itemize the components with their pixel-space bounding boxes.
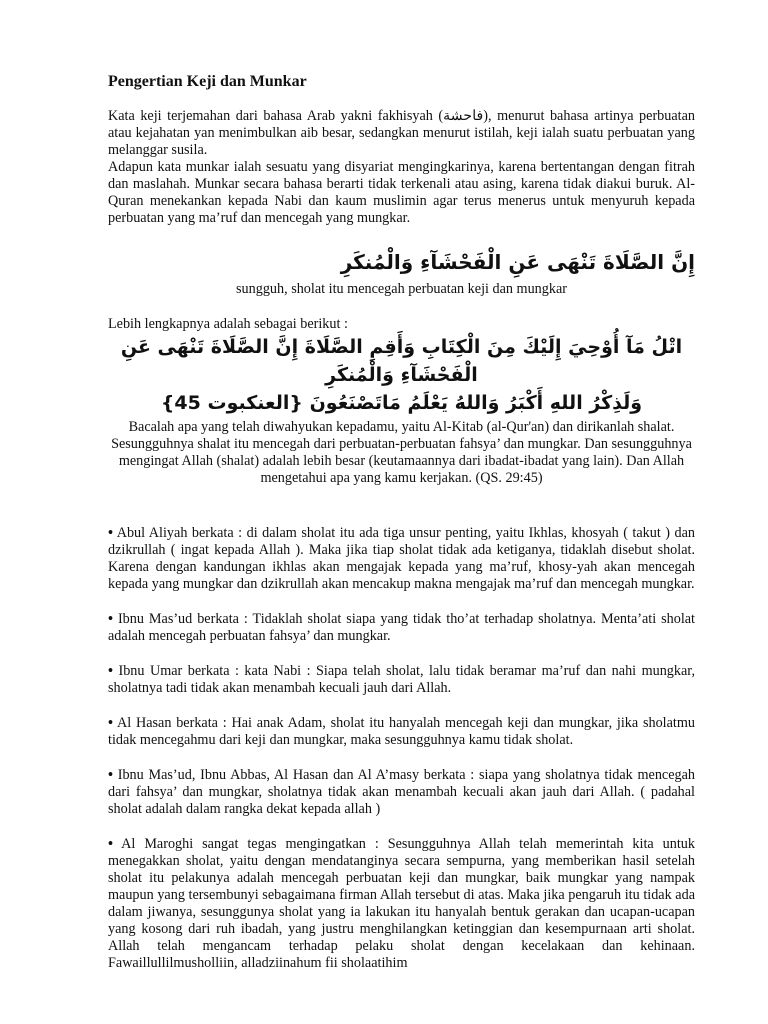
arabic-verse-short: إِنَّ الصَّلَاةَ تَنْهَى عَنِ الْفَحْشَآءِ وَالْمُنكَرِ [340, 250, 695, 274]
arabic-verse-long-line1: اتْلُ مَآ أُوْحِيَ إِلَيْكَ مِنَ الْكِتَابِ وَأَقِمِ الصَّلَاةَ إِنَّ الصَّلَاةَ تَنْهَى عَنِ الْفَحْشَآءِ وَالْمُنكَرِ [120, 336, 683, 386]
bullet-icon: • [108, 836, 113, 852]
arabic-verse-long-line2: وَلَذِكْرُ اللهِ أَكْبَرُ وَاللهُ يَعْلَمُ مَاتَصْنَعُونَ {العنكبوت 45} [160, 392, 643, 414]
bullet-icon: • [108, 611, 113, 627]
list-item [108, 663, 695, 697]
bullet-icon: • [108, 525, 113, 541]
list-item-text: Ibnu Mas’ud berkata : Tidaklah sholat siapa yang tidak tho’at terhadap sholatnya. Menta’ati sholat adalah mencegah perbuatan fahsya’ dan mungkar. [108, 611, 696, 644]
list-item [108, 836, 695, 972]
verse-translation-short: sungguh, sholat itu mencegah perbuatan keji dan mungkar [236, 281, 567, 297]
list-item-text: Ibnu Umar berkata : kata Nabi : Siapa telah sholat, lalu tidak beramar ma’ruf dan nahi mungkar, sholatnya tadi tidak akan menambah kecuali jauh dari Allah. [108, 663, 695, 696]
list-item [108, 767, 695, 818]
list-item [108, 715, 695, 749]
bullet-icon: • [108, 767, 113, 783]
list-item-text: Al Hasan berkata : Hai anak Adam, sholat itu hanyalah mencegah keji dan mungkar, jika sholatmu tidak mencegahmu dari keji dan mungkar, maka sesungguhnya kamu tidak sholat. [108, 715, 695, 748]
list-item-text: Ibnu Mas’ud, Ibnu Abbas, Al Hasan dan Al A’masy berkata : siapa yang sholatnya tidak mencegah dari fahsya’ dan mungkar, sholatnya tidak akan menambah kecuali akan jauh dari Allah. ( padahal sholat adalah dalam rangka dekat kepada allah ) [108, 767, 696, 817]
bullet-list [108, 525, 695, 972]
bullet-icon: • [108, 663, 113, 679]
paragraph-definition-keji: Kata keji terjemahan dari bahasa Arab yakni fakhisyah (فاحشة), menurut bahasa artinya perbuatan atau kejahatan yan menimbulkan aib besar, sedangkan menurut istilah, keji ialah suatu perbuatan yang melanggar susila. [108, 108, 695, 158]
intro-label: Lebih lengkapnya adalah sebagai berikut : [108, 316, 348, 332]
paragraph-definition-munkar: Adapun kata munkar ialah sesuatu yang disyariat mengingkarinya, karena bertentangan dengan fitrah dan maslahah. Munkar secara bahasa berarti tidak terkenali atau asing, karena tidak diakui buruk. Al-Quran menekankan kepada Nabi dan kaum muslimin agar terus menerus untuk menyuruh kepada perbuatan yang ma’ruf dan mencegah yang mungkar. [108, 159, 695, 226]
page-title: Pengertian Keji dan Munkar [108, 73, 307, 90]
document-body [108, 72, 695, 990]
list-item [108, 611, 695, 645]
verse-translation-long: Bacalah apa yang telah diwahyukan kepadamu, yaitu Al-Kitab (al-Qur'an) dan dirikanlah shalat. Sesungguhnya shalat itu mencegah dari perbuatan-perbuatan fahsya’ dan mungkar. Dan sesungguhnya mengingat Allah (shalat) adalah lebih besar (keutamaannya dari ibadat-ibadat yang lain). Dan Allah mengetahui apa yang kamu kerjakan. (QS. 29:45) [111, 419, 692, 486]
bullet-icon: • [108, 715, 113, 731]
list-item-text: Abul Aliyah berkata : di dalam sholat itu ada tiga unsur penting, yaitu Ikhlas, khosyah ( takut ) dan dzikrullah ( ingat kepada Allah ). Maka jika tiap sholat tidak ada ketiganya, tidaklah disebut sholat. Karena dengan kandungan ikhlas akan mengajak kepada yang ma’ruf, khosy-yah akan mencegah kepada yang mungkar dan dzikrullah akan mencakup makna mengajak ma’ruf dan mencegah mungkar. [108, 525, 696, 592]
list-item-text: Al Maroghi sangat tegas mengingatkan : Sesungguhnya Allah telah memerintah kita untuk menegakkan sholat, yaitu dengan mendatanginya secara sempurna, yang memberikan hasil setelah sholat itu pelakunya adalah mencegah perbuatan keji dan mungkar, baik mungkar yang nampak maupun yang tersembunyi sebagaimana firman Allah tersebut di atas. Maka jika pengaruh itu tidak ada dalam jiwanya, sesunggunya sholat yang ia lakukan itu hanyalah bentuk gerakan dan ucapan-ucapan yang kosong dari ruh ibadah, yang justru menghilangkan ketinggian dan kesempurnaan arti sholat. Allah telah mengancam terhadap pelaku sholat dengan kecelakaan dan kehinaan. Fawaillullilmusholliin, alladziinahum fii sholaatihim [108, 836, 695, 971]
list-item [108, 525, 695, 593]
